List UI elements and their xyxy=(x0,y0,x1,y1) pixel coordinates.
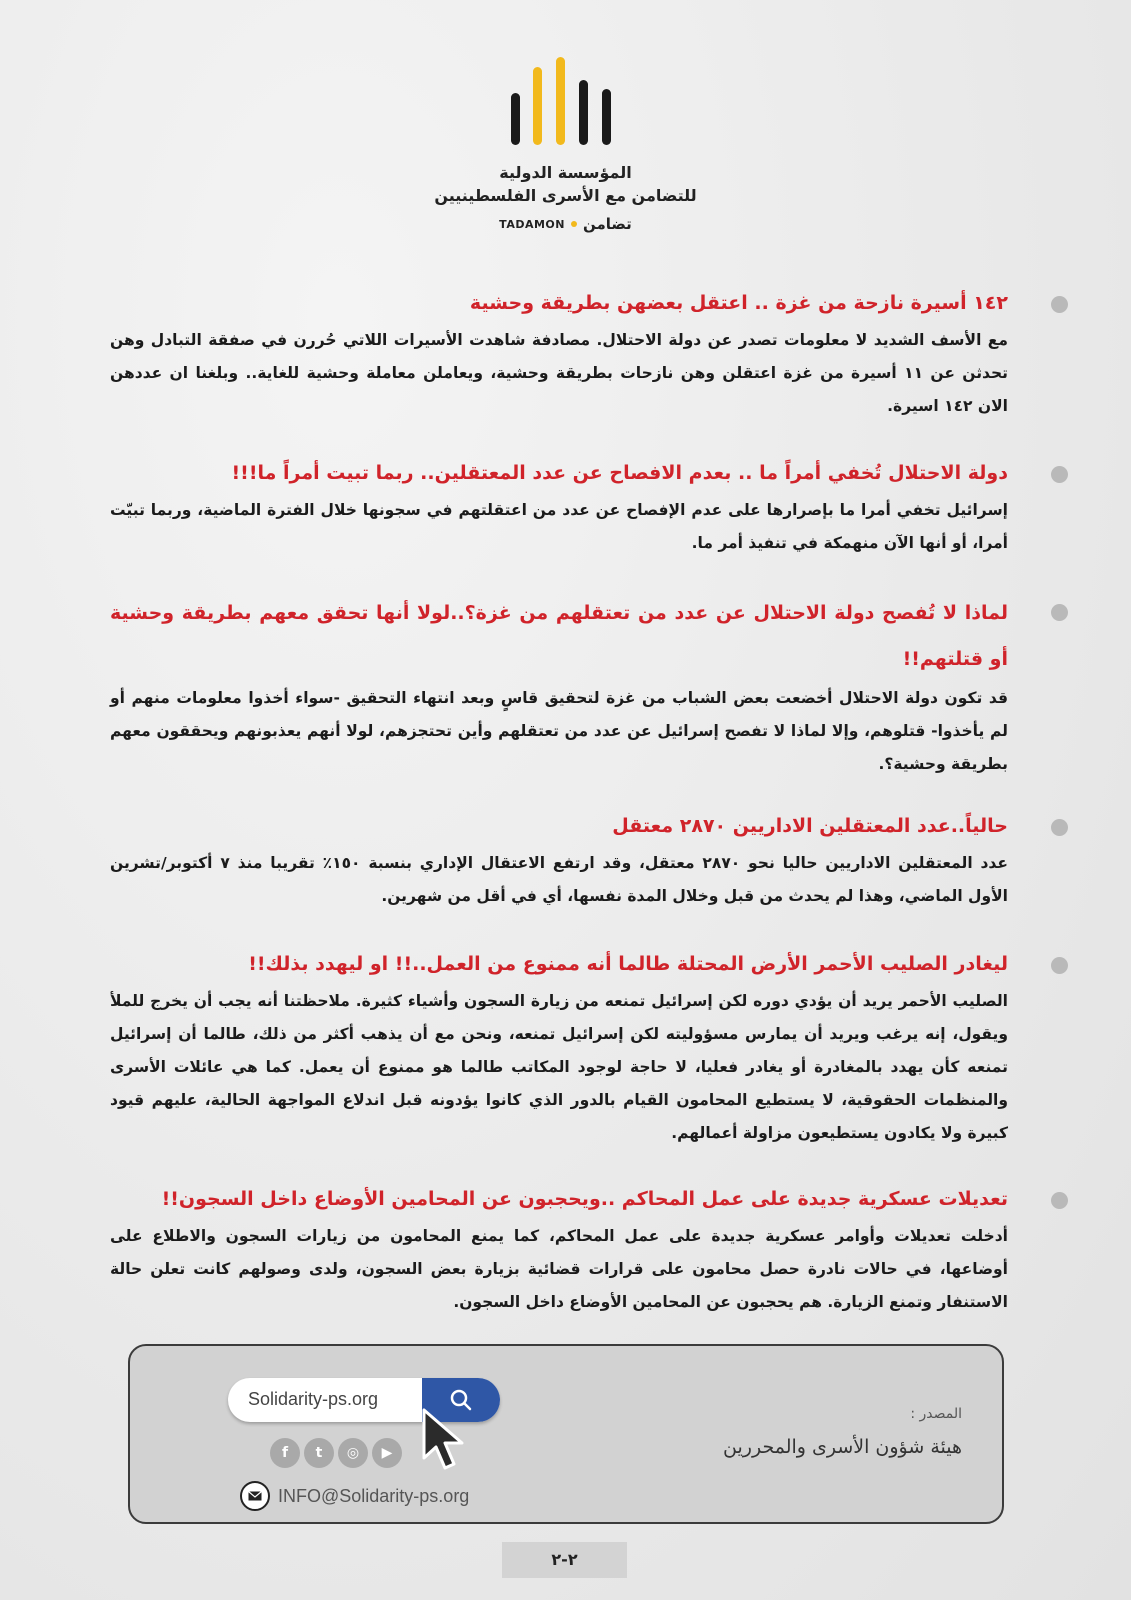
logo-block xyxy=(0,55,1131,233)
article-body: إسرائيل تخفي أمرا ما بإصرارها على عدم الإفصاح عن عدد من اعتقلتهم في سجونها خلال الفترة الماضية، وربما تبيّت أمرا، أو أنها الآن منهمكة في تنفيذ أمر ما. xyxy=(110,501,1008,552)
email-link[interactable]: INFO@Solidarity-ps.org xyxy=(278,1485,470,1506)
logo-bars-icon xyxy=(501,55,631,155)
bullet-icon xyxy=(1051,466,1068,483)
org-name-line1: المؤسسة الدولية xyxy=(499,163,632,182)
article-title: لماذا لا تُفصح دولة الاحتلال عن عدد من تعتقلهم من غزة؟..لولا أنها تحقق معهم بطريقة وحشية أو قتلتهم!! xyxy=(110,602,1008,670)
email-icon xyxy=(240,1481,270,1511)
twitter-icon[interactable]: t xyxy=(304,1438,334,1468)
brand-row xyxy=(0,215,1131,233)
source-name: هيئة شؤون الأسرى والمحررين xyxy=(723,1436,962,1458)
facebook-icon[interactable]: f xyxy=(270,1438,300,1468)
bullet-icon xyxy=(1051,296,1068,313)
brand-en: TADAMON xyxy=(499,217,565,231)
article-body: قد تكون دولة الاحتلال أخضعت بعض الشباب من غزة لتحقيق قاسٍ وبعد انتهاء التحقيق -سواء أخذوا معلومات منهم أو لم يأخذوا- قتلوهم، وإلا لماذا لا تفصح إسرائيل عن عدد من تعتقلهم وأين تحتجزهم، لولا أنهم يعذبونهم ويحققون معهم بطريقة وحشية؟. xyxy=(110,689,1008,773)
youtube-icon[interactable]: ▶ xyxy=(372,1438,402,1468)
article-1 xyxy=(110,282,1008,423)
website-link[interactable]: Solidarity-ps.org xyxy=(248,1389,379,1409)
page-number: ٢-٢ xyxy=(502,1542,627,1578)
article-body: الصليب الأحمر يريد أن يؤدي دوره لكن إسرائيل تمنعه من زيارة السجون وأشياء كثيرة. ملاحظتنا أنه يجب أن يخرج للملأ ويقول، إنه يرغب ويريد أن يمارس مسؤوليته لكن إسرائيل تمنعه، ونحن مع أن يذهب أكثر من ذلك، طالما أن إسرائيل تمنعه كأن يهدد بالمغادرة أو يغادر فعليا، لا حاجة لوجود المكاتب طالما هو ممنوع أن يعمل. كما هي عائلات الأسرى والمنظمات الحقوقية، لا يستطيع المحامون القيام بالدور الذي كانوا يؤدونه قبل اندلاع المواجهة الحالية، عليهم قيود كبيرة ولا يكادون يستطيعون مزاولة أعمالهم. xyxy=(110,992,1008,1142)
bullet-icon xyxy=(1051,604,1068,621)
article-title: دولة الاحتلال تُخفي أمراً ما .. بعدم الافصاح عن عدد المعتقلين.. ربما تبيت أمراً ما!!! xyxy=(231,462,1008,484)
cursor-icon xyxy=(420,1406,472,1472)
bullet-icon xyxy=(1051,957,1068,974)
article-2 xyxy=(110,452,1008,560)
article-title: تعديلات عسكرية جديدة على عمل المحاكم ..ويحجبون عن المحامين الأوضاع داخل السجون!! xyxy=(161,1188,1008,1210)
footer-box xyxy=(128,1344,1004,1524)
article-title: ليغادر الصليب الأحمر الأرض المحتلة طالما أنه ممنوع من العمل..!! او ليهدد بذلك!! xyxy=(248,953,1008,975)
article-title: حالياً..عدد المعتقلين الاداريين ٢٨٧٠ معتقل xyxy=(612,815,1008,837)
email-row xyxy=(240,1481,469,1511)
bullet-icon xyxy=(1051,819,1068,836)
article-6 xyxy=(110,1178,1008,1319)
article-5 xyxy=(110,943,1008,1150)
bullet-icon xyxy=(1051,1192,1068,1209)
brand-ar: تضامن xyxy=(582,215,632,233)
article-4 xyxy=(110,805,1008,913)
brand-dot-icon xyxy=(571,221,577,227)
instagram-icon[interactable]: ◎ xyxy=(338,1438,368,1468)
article-body: عدد المعتقلين الاداريين حاليا نحو ٢٨٧٠ معتقل، وقد ارتفع الاعتقال الإداري بنسبة ١٥٠٪ تقريبا منذ ٧ أكتوبر/تشرين الأول الماضي، وهذا لم يحدث من قبل وخلال المدة نفسها، أي في أقل من شهرين. xyxy=(110,854,1008,905)
org-name-line2: للتضامن مع الأسرى الفلسطينيين xyxy=(434,186,697,205)
social-icons xyxy=(270,1438,402,1468)
article-body: مع الأسف الشديد لا معلومات تصدر عن دولة الاحتلال. مصادفة شاهدت الأسيرات اللاتي حُررن في صفقة التبادل وهن تحدثن عن ١١ أسيرة من غزة اعتقلن وهن نازحات بطريقة وحشية، ويعاملن معاملة وحشية للغاية.. وبلغنا ان عددهن الان ١٤٢ اسيرة. xyxy=(110,331,1009,415)
article-title: ١٤٢ أسيرة نازحة من غزة .. اعتقل بعضهن بطريقة وحشية xyxy=(469,292,1008,314)
article-3 xyxy=(110,590,1008,781)
source-label: المصدر : xyxy=(910,1406,962,1422)
article-body: أدخلت تعديلات وأوامر عسكرية جديدة على عمل المحاكم، كما يمنع المحامون من زيارات السجون والاطلاع على أوضاعها، في حالات نادرة حصل محامون على قرارات قضائية بزيارة بعض السجون، ولدى وصولهم كانت تعلن حالة الاستنفار وتمنع الزيارة. هم يحجبون عن المحامين الأوضاع داخل السجون. xyxy=(110,1227,1008,1311)
